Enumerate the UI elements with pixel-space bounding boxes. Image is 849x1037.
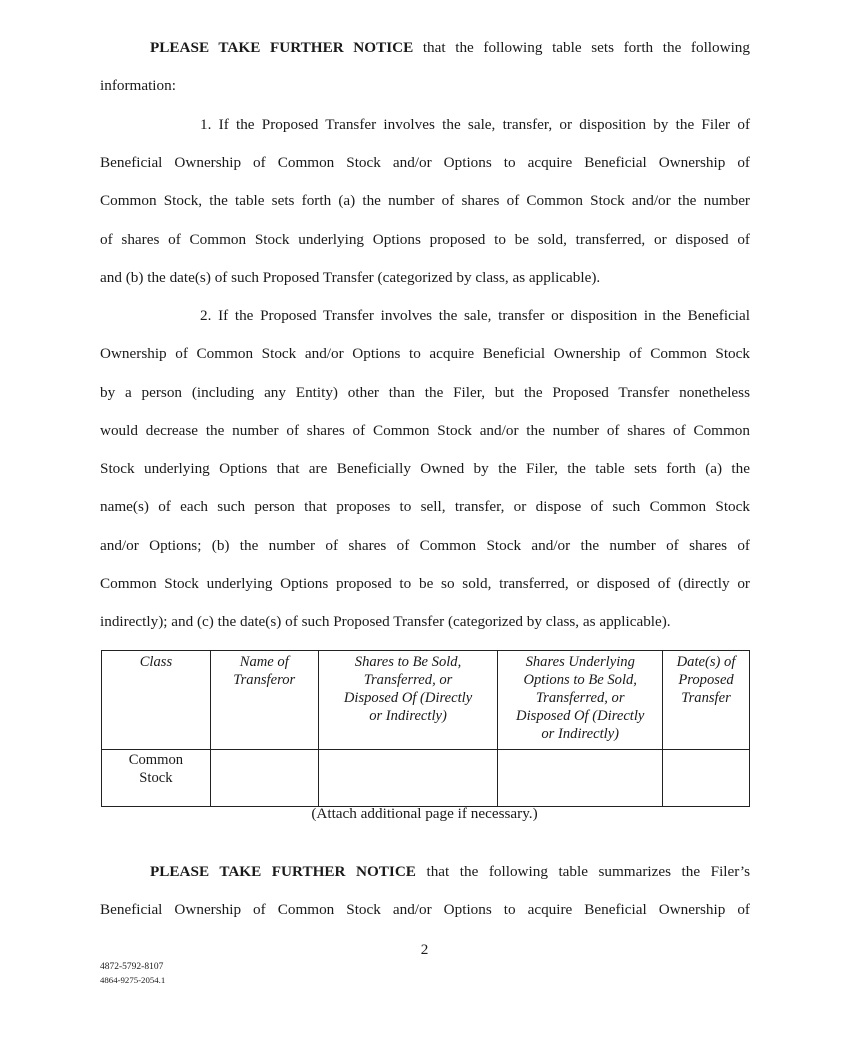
item2-line: and/or Options; (b) the number of shares of Common Stock and/or the number of shares of (100, 537, 750, 554)
item1-line: of shares of Common Stock underlying Options proposed to be sold, transferred, or disposed of (100, 231, 750, 248)
item2-line: name(s) of each such person that proposes to sell, transfer, or dispose of such Common Stock (100, 498, 750, 515)
item2-line: by a person (including any Entity) other than the Filer, but the Proposed Transfer nonetheless (100, 384, 750, 401)
attach-note: (Attach additional page if necessary.) (311, 805, 538, 822)
cell-transferor (210, 750, 318, 807)
notice-lead: PLEASE TAKE FURTHER NOTICE (150, 863, 416, 880)
header-class: Class (102, 651, 211, 750)
item2-line: Ownership of Common Stock and/or Options to acquire Beneficial Ownership of Common Stock (100, 345, 750, 362)
item1-line: Beneficial Ownership of Common Stock and/or Options to acquire Beneficial Ownership of (100, 154, 750, 171)
cell-class: Common Stock (102, 750, 211, 807)
header-shares-to-be-sold: Shares to Be Sold, Transferred, or Disposed Of (Directly or Indirectly) (318, 651, 498, 750)
item2-line: 2. If the Proposed Transfer involves the sale, transfer or disposition in the Beneficial (200, 307, 750, 324)
notice-paragraph-1-line-1 (150, 38, 750, 58)
notice-paragraph-2-line-2: Beneficial Ownership of Common Stock and/or Options to acquire Beneficial Ownership of (100, 901, 750, 918)
notice-lead: PLEASE TAKE FURTHER NOTICE (150, 39, 414, 56)
item1-line: Common Stock, the table sets forth (a) the number of shares of Common Stock and/or the number (100, 192, 750, 209)
document-id: 4872-5792-8107 (100, 962, 164, 972)
notice-text: that the following table summarizes the Filer’s (415, 863, 751, 880)
table-header-row (102, 651, 750, 750)
item1-line: 1. If the Proposed Transfer involves the sale, transfer, or disposition by the Filer of (200, 116, 750, 133)
notice-paragraph-2-line-1 (150, 862, 750, 882)
item2-line: Common Stock underlying Options proposed to be so sold, transferred, or disposed of (directly or (100, 575, 750, 592)
cell-dates (663, 750, 750, 807)
notice-paragraph-1-line-2: information: (100, 77, 176, 94)
header-dates-of-proposed-transfer: Date(s) of Proposed Transfer (663, 651, 750, 750)
item2-line: indirectly); and (c) the date(s) of such Proposed Transfer (categorized by class, as applicable). (100, 613, 671, 630)
item2-line: Stock underlying Options that are Beneficially Owned by the Filer, the table sets forth (a) the (100, 460, 750, 477)
table-row (102, 750, 750, 807)
notice-text: that the following table sets forth the following (413, 39, 750, 56)
proposed-transfer-table (101, 650, 750, 807)
item1-line: and (b) the date(s) of such Proposed Transfer (categorized by class, as applicable). (100, 269, 601, 286)
cell-options (498, 750, 663, 807)
header-name-of-transferor: Name of Transferor (210, 651, 318, 750)
cell-shares (318, 750, 498, 807)
page-number: 2 (420, 941, 429, 958)
document-id: 4864-9275-2054.1 (100, 975, 166, 985)
header-shares-underlying-options: Shares Underlying Options to Be Sold, Transferred, or Disposed Of (Directly or Indirectly) (498, 651, 663, 750)
item2-line: would decrease the number of shares of Common Stock and/or the number of shares of Common (100, 422, 750, 439)
